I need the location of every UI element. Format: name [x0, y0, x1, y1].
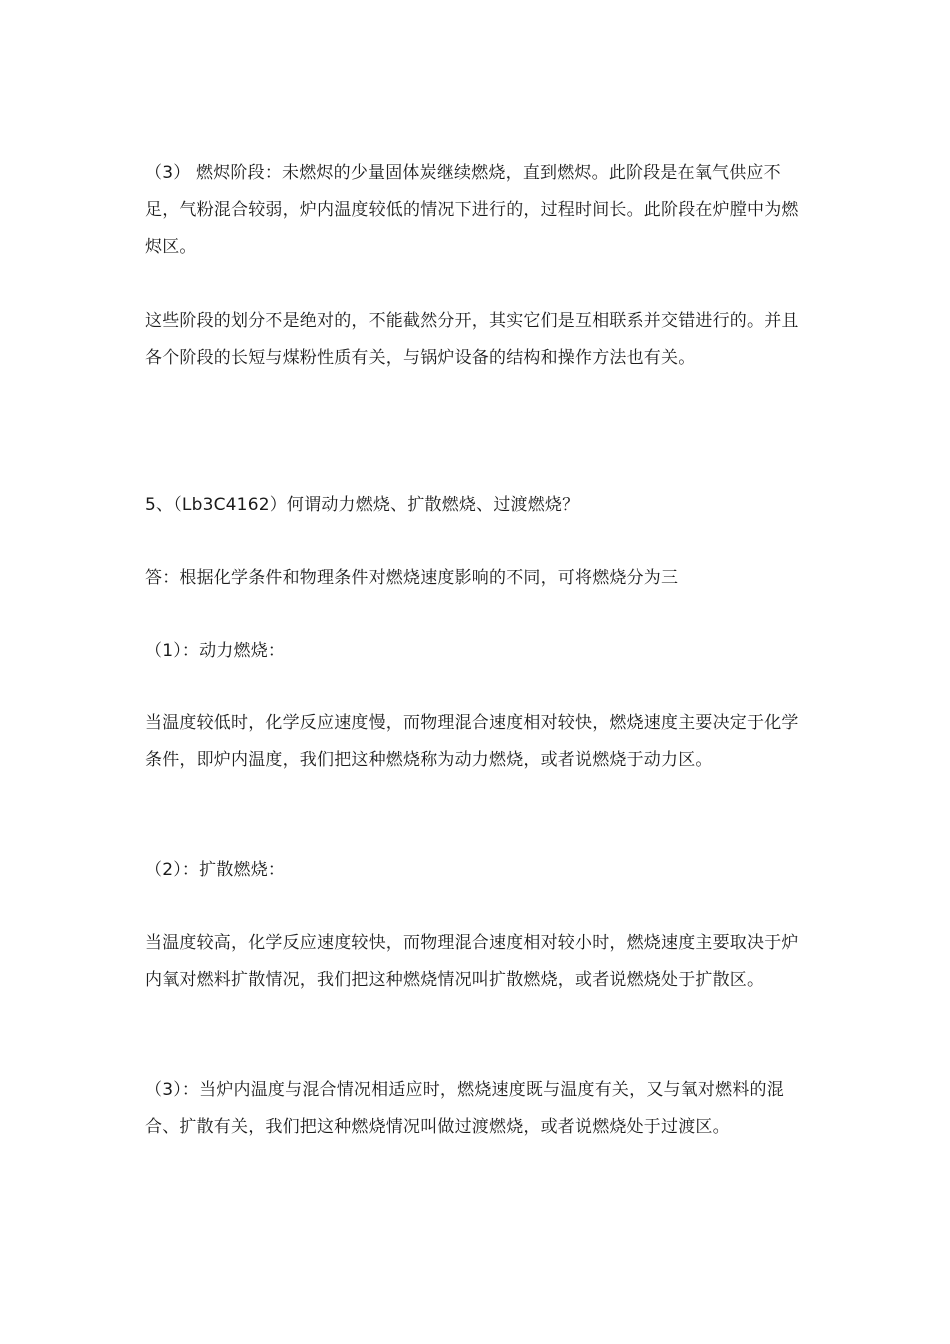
paragraph-dynamic-combustion: 当温度较低时，化学反应速度慢，而物理混合速度相对较快，燃烧速度主要决定于化学条件，即炉内温度，我们把这种燃烧称为动力燃烧，或者说燃烧于动力区。 [145, 713, 799, 770]
paragraph-burnout-stage: （3） 燃烬阶段：未燃烬的少量固体炭继续燃烧，直到燃烬。此阶段是在氧气供应不足，气粉混合较弱，炉内温度较低的情况下进行的，过程时间长。此阶段在炉膛中为燃烬区。 [145, 163, 799, 257]
subheading-dynamic-combustion: （1）：动力燃烧： [145, 641, 286, 661]
subheading-diffusion-combustion: （2）：扩散燃烧： [145, 860, 286, 880]
paragraph-stage-division: 这些阶段的划分不是绝对的，不能截然分开，其实它们是互相联系并交错进行的。并且各个阶段的长短与煤粉性质有关，与锅炉设备的结构和操作方法也有关。 [145, 311, 799, 368]
answer-intro: 答：根据化学条件和物理条件对燃烧速度影响的不同，可将燃烧分为三 [145, 568, 679, 588]
question-heading: 5、（Lb3C4162）何谓动力燃烧、扩散燃烧、过渡燃烧？ [145, 495, 580, 515]
paragraph-diffusion-combustion: 当温度较高，化学反应速度较快，而物理混合速度相对较小时，燃烧速度主要取决于炉内氧对燃料扩散情况，我们把这种燃烧情况叫扩散燃烧，或者说燃烧处于扩散区。 [145, 933, 799, 990]
paragraph-transition-combustion: （3）：当炉内温度与混合情况相适应时，燃烧速度既与温度有关，又与氧对燃料的混合、扩散有关，我们把这种燃烧情况叫做过渡燃烧，或者说燃烧处于过渡区。 [145, 1080, 784, 1137]
